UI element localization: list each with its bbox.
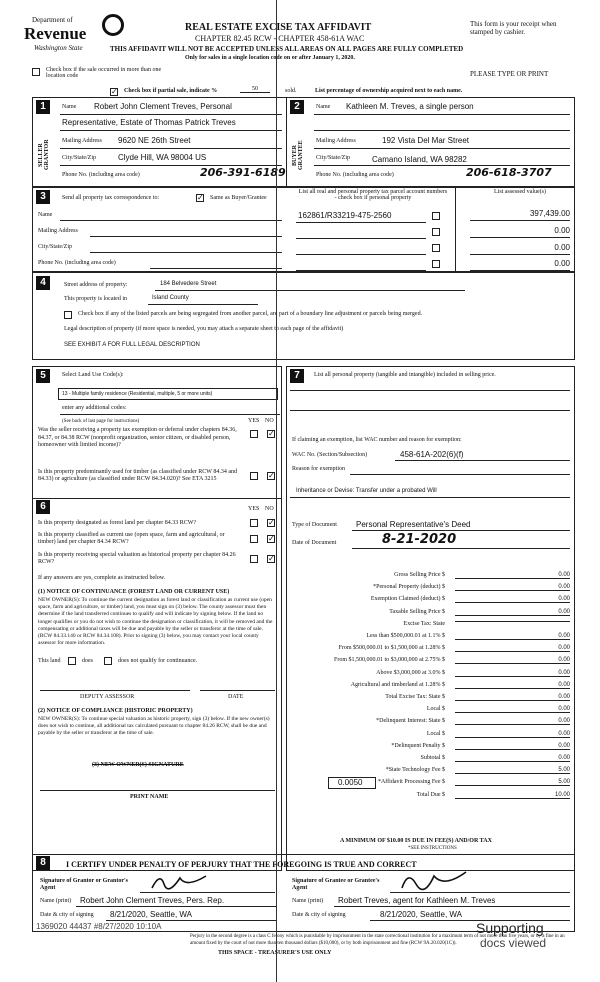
date-label: DATE [228,694,244,700]
assessed-value-1[interactable]: 397,439.00 [529,209,570,218]
doc-type-label: Type of Document [292,522,337,528]
tax-row-value[interactable]: 0.00 [455,718,570,725]
tax-row-value[interactable]: 10.00 [455,792,570,799]
section-1-badge: 1 [36,100,50,114]
buyer-side-label: BUYER GRANTEE [292,140,304,170]
if-yes-note: If any answers are yes, complete as instructed below. [38,575,166,581]
section3-phone-label: Phone No. (including area code) [38,260,116,266]
tax-row-label: From $1,500,000.01 to $3,000,000 at 2.75% $ [334,657,445,664]
does-not-label: does not qualify for continuance. [118,658,198,664]
current-use-no-checkbox[interactable]: ✓ [268,534,275,543]
parcel-3-personal-checkbox[interactable] [432,244,440,252]
dept-of-label: Department of [32,16,73,24]
no-header-6: NO [265,506,274,512]
partial-sale-pct[interactable]: 50 [240,86,270,93]
tax-row-label: Total Due $ [416,791,445,798]
segregated-label: Check box if any of the listed parcels are being segregated from another parcel, are part of a boundary line adjustment or parcels being merged. [78,311,423,317]
segregated-checkbox[interactable] [64,311,72,319]
reason-label: Reason for exemption [292,466,345,472]
grantee-name[interactable]: Robert Treves, agent for Kathleen M. Treves [338,896,496,905]
grantee-signature-label: Signature of Grantee or Grantee's Agent [292,878,380,891]
legal-label: Legal description of property (if more space is needed, you may attach a separate sheet to each page of the affidavit) [64,326,344,332]
tax-row-value[interactable]: 0.00 [455,731,570,738]
tax-row-value[interactable]: 0.00 [455,706,570,713]
tax-row-label: Taxable Selling Price $ [389,608,445,615]
tax-row-value[interactable]: 0.00 [455,633,570,640]
tax-row-value[interactable]: 0.00 [455,694,570,701]
grantor-name[interactable]: Robert John Clement Treves, Pers. Rep. [80,896,225,905]
wac-label: WAC No. (Section/Subsection) [292,452,368,458]
list-pct-note: List percentage of ownership acquired next to each name. [315,88,463,94]
section-4-badge: 4 [36,276,50,290]
document-type[interactable]: Personal Representative's Deed [356,520,471,529]
grantor-date-label: Date & city of signing [40,912,94,918]
treasurer-use-label: THIS SPACE - TREASURER'S USE ONLY [218,950,332,956]
same-as-buyer-checkbox[interactable]: ✓ [197,193,204,202]
local-rate: 0.0050 [338,778,363,787]
send-correspondence-label: Send all property tax correspondence to: [62,195,160,201]
minimum-due-note: A MINIMUM OF $10.00 IS DUE IN FEE(S) AND/OR TAX [340,838,492,844]
land-use-label: Select Land Use Code(s): [62,372,124,378]
personal-property-label: List all personal property (tangible and intangible) included in selling price. [314,372,496,378]
multi-location-checkbox[interactable] [32,68,40,76]
seller-address[interactable]: 9620 NE 26th Street [118,136,191,145]
buyer-phone[interactable]: 206-618-3707 [466,166,552,179]
tax-row-value[interactable]: 0.00 [455,743,570,750]
section-3-badge: 3 [36,190,50,204]
seller-phone[interactable]: 206-391-6189 [200,166,286,179]
print-name-label: PRINT NAME [130,794,169,800]
wac-number[interactable]: 458-61A-202(6)(f) [400,450,464,459]
parcel-1[interactable]: 162861/R33219-475-2560 [298,211,392,220]
assessed-value-3[interactable]: 0.00 [554,243,570,252]
revenue-label: Revenue [24,24,87,43]
property-street[interactable]: 184 Belvedere Street [160,281,217,287]
tax-row-label: Exemption Claimed (deduct) $ [370,596,445,603]
does-checkbox[interactable] [68,657,76,665]
perjury-notice: Perjury in the second degree is a class C felony which is punishable by imprisonment in the state correctional institution for a maximum term of not more than five years, or by a fine in an amount fixed by the court of not more than ten thousand dollars ($10,000), or by both imprisonment and fine (RCW 9A.20.020(1C)). [190,934,565,946]
tax-row-label: Above $3,000,000 at 3.0% $ [376,669,445,676]
timber-yes-checkbox[interactable] [250,472,258,480]
tax-row-label: *Delinquent Interest: State $ [376,718,445,725]
state-label: Washington State [34,44,83,52]
seller-city[interactable]: Clyde Hill, WA 98004 US [118,153,207,162]
tax-row-value[interactable]: 0.00 [455,755,570,762]
historical-question: Is this property receiving special valuation as historical property per chapter 84.26 RCW? [38,552,236,565]
exemption-claim-label: If claiming an exemption, list WAC number and reason for exemption: [292,437,462,443]
logo-mark-icon [102,14,124,36]
deputy-assessor-label: DEPUTY ASSESSOR [80,694,135,700]
tax-row-value[interactable]: 0.00 [455,584,570,591]
multi-location-label: Check box if the sale occurred in more than one location code [46,67,162,79]
property-county[interactable]: Island County [152,295,189,301]
tax-row-value[interactable]: 0.00 [455,596,570,603]
tax-row-label: From $500,000.01 to $1,500,000 at 1.28% $ [338,645,445,652]
assessed-value-4[interactable]: 0.00 [554,259,570,268]
seller-name-line2[interactable]: Representative, Estate of Thomas Patrick Treves [62,118,236,127]
tax-row-label: *Delinquent Penalty $ [391,742,445,749]
seller-address-label: Mailing Address [62,138,102,144]
buyer-address-label: Mailing Address [316,138,356,144]
exemption-yes-checkbox[interactable] [250,430,258,438]
tax-row-label: Less than $500,000.01 at 1.1% $ [366,633,445,639]
tax-row-value[interactable]: 0.00 [455,572,570,579]
tax-row-label: *Affidavit Processing Fee $ [377,779,445,786]
land-use-value: 13 - Multiple family residence (Residential, multiple, 5 or more units) [62,391,213,397]
watermark-supporting: Supporting [476,920,544,936]
section-6-badge: 6 [36,500,50,514]
seller-side-label: SELLER GRANTOR [38,139,50,171]
forest-yes-checkbox[interactable] [250,519,258,527]
buyer-city-label: City/State/Zip [316,155,350,161]
forest-question: Is this property designated as forest land per chapter 84.33 RCW? [38,520,197,526]
grantor-date[interactable]: 8/21/2020, Seattle, WA [110,910,192,919]
seller-phone-label: Phone No. (including area code) [62,172,140,178]
section3-address-label: Mailing Address [38,228,78,234]
tax-row-label: *Personal Property (deduct) $ [373,584,445,591]
grantee-name-label: Name (print) [292,898,324,904]
section-7-badge: 7 [290,369,304,383]
parcel-2-personal-checkbox[interactable] [432,228,440,236]
yes-header-5: YES [248,418,260,424]
tax-row-value[interactable]: 0.00 [455,609,570,616]
notice2-text: NEW OWNER(S): To continue special valuation as historic property, sign (3) below. If the new owner(s) does not wish to continue, all additional tax calculated pursuant to chapter 84.26 RCW, shall be due and payable by the seller or transferor at the time of sale. [38,716,270,737]
tax-row-label: *State Technology Fee $ [385,767,445,774]
legal-description[interactable]: SEE EXHIBIT A FOR FULL LEGAL DESCRIPTION [64,342,200,348]
additional-codes-label: enter any additional codes: [62,405,127,411]
tax-row-label: Local $ [426,730,445,737]
tax-row-value[interactable]: 0.00 [455,657,570,664]
see-back-note: (See back of last page for instructions) [62,419,140,424]
please-type: PLEASE TYPE OR PRINT [470,70,549,78]
partial-sale-label: Check box if partial sale, indicate % [124,88,218,94]
historical-no-checkbox[interactable]: ✓ [268,554,275,563]
tax-row-value[interactable] [455,621,570,622]
partial-sale-checkbox[interactable]: ✓ [111,87,118,96]
not-accepted-notice: THIS AFFIDAVIT WILL NOT BE ACCEPTED UNLESS ALL AREAS ON ALL PAGES ARE FULLY COMPLETED [110,45,464,53]
current-use-question: Is this property classified as current use (open space, farm and agricultural, or timber) land per chapter 84.34 RCW? [38,532,225,545]
grantee-signature-scribble [400,868,470,892]
no-header-5: NO [265,418,274,424]
tax-row-label: Total Excise Tax: State $ [385,694,445,700]
yes-header-6: YES [248,506,260,512]
grantor-signature-scribble [150,870,210,892]
historical-yes-checkbox[interactable] [250,555,258,563]
tax-row-label: Excise Tax: State [403,620,445,627]
section3-city-label: City/State/Zip [38,244,72,250]
street-label: Street address of property: [64,282,128,288]
section-2-badge: 2 [290,100,304,114]
does-label: does [82,658,93,664]
section-5-badge: 5 [36,369,50,383]
parcel-4-personal-checkbox[interactable] [432,260,440,268]
new-owner-signature-label: (3) NEW OWNER(S) SIGNATURE [92,762,184,768]
see-instructions-note: *SEE INSTRUCTIONS [408,846,457,851]
exemption-reason[interactable]: Inheritance or Devise: Transfer under a probated Will [296,488,437,494]
buyer-name-label: Name [316,104,331,110]
form-title: REAL ESTATE EXCISE TAX AFFIDAVIT [185,22,372,33]
this-land-label: This land [38,658,61,664]
seller-name-label: Name [62,104,77,110]
exemption-question: Was the seller receiving a property tax exemption or deferral under chapters 84.36, 84.37, or 84.38 RCW (nonprofit organization, senior citizen, or disabled person, homeowner with limited income)? [38,427,237,448]
same-as-buyer-label: Same as Buyer/Grantee [210,195,267,201]
tax-row-label: Local $ [426,706,445,713]
single-location-note: Only for sales in a single location code on or after January 1, 2020. [185,55,355,61]
section-8-badge: 8 [36,856,50,870]
recording-stamp: 1369020 44437 #8/27/2020 10:10A [36,922,162,931]
tax-row-value[interactable]: 0.00 [455,670,570,677]
notice1-text: NEW OWNER(S): To continue the current designation as forest land or classification as current use (open space, farm and agriculture, or timber) land, you must sign on (3) below. The county assessor must then determine if the land transferred continues to qualify and will indicate by signing below. If the land no longer qualifies or you do not wish to continue the designation or classification, it will be removed and the compensating or additional taxes will be due and payable by the seller or transferor at the time of sale. (RCW 84.33.140 or RCW 84.34.108). Prior to signing (3) below, you may contact your local county assessor for more information. [38,597,273,647]
tax-row-value[interactable]: 5.00 [455,767,570,774]
grantor-signature-label: Signature of Grantor or Grantor's Agent [40,878,128,891]
forest-no-checkbox[interactable]: ✓ [268,518,275,527]
seller-name-line1[interactable]: Robert John Clement Treves, Personal [94,102,232,111]
seller-city-label: City/State/Zip [62,155,96,161]
grantor-name-label: Name (print) [40,898,72,904]
doc-date-label: Date of Document [292,540,337,546]
grantee-date[interactable]: 8/21/2020, Seattle, WA [380,910,462,919]
tax-row-value[interactable]: 0.00 [455,645,570,652]
notice1-title: (1) NOTICE OF CONTINUANCE (FOREST LAND OR CURRENT USE) [38,589,230,595]
certify-statement: I CERTIFY UNDER PENALTY OF PERJURY THAT THE FOREGOING IS TRUE AND CORRECT [66,860,417,869]
section3-name-label: Name [38,212,53,218]
buyer-address[interactable]: 192 Vista Del Mar Street [382,136,470,145]
timber-question: Is this property predominantly used for timber (as classified under RCW 84.34 and 84.33) or agriculture (as classified under RCW 84.34.020)? See ETA 3215 [38,469,238,482]
sold-label: sold. [285,88,297,94]
watermark-docs-viewed: docs viewed [480,936,547,950]
scan-fold-line [276,0,277,982]
tax-row-value[interactable]: 5.00 [455,779,570,786]
buyer-name[interactable]: Kathleen M. Treves, a single person [346,102,474,111]
assessed-header: List assessed value(s) [494,189,546,195]
tax-row-label: Gross Selling Price $ [394,572,445,578]
form-chapter: CHAPTER 82.45 RCW - CHAPTER 458-61A WAC [195,34,365,43]
tax-row-value[interactable]: 0.00 [455,682,570,689]
timber-no-checkbox[interactable]: ✓ [268,471,275,480]
parcel-1-personal-checkbox[interactable] [432,212,440,220]
notice2-title: (2) NOTICE OF COMPLIANCE (HISTORIC PROPERTY) [38,708,193,714]
tax-row-label: Subtotal $ [420,755,445,761]
current-use-yes-checkbox[interactable] [250,535,258,543]
exemption-no-checkbox[interactable]: ✓ [268,429,275,438]
located-label: This property is located in [64,296,127,302]
assessed-value-2[interactable]: 0.00 [554,226,570,235]
document-date[interactable]: 8-21-2020 [382,532,457,547]
buyer-phone-label: Phone No. (including area code) [316,172,394,178]
tax-row-label: Agricultural and timberland at 1.28% $ [350,681,445,688]
parcel-header: List all real and personal property tax parcel account numbers - check box if personal property [298,189,448,201]
does-not-checkbox[interactable] [104,657,112,665]
buyer-city[interactable]: Camano Island, WA 98282 [372,155,467,164]
grantee-date-label: Date & city of signing [292,912,346,918]
receipt-note: This form is your receipt when stamped by cashier. [470,20,557,36]
